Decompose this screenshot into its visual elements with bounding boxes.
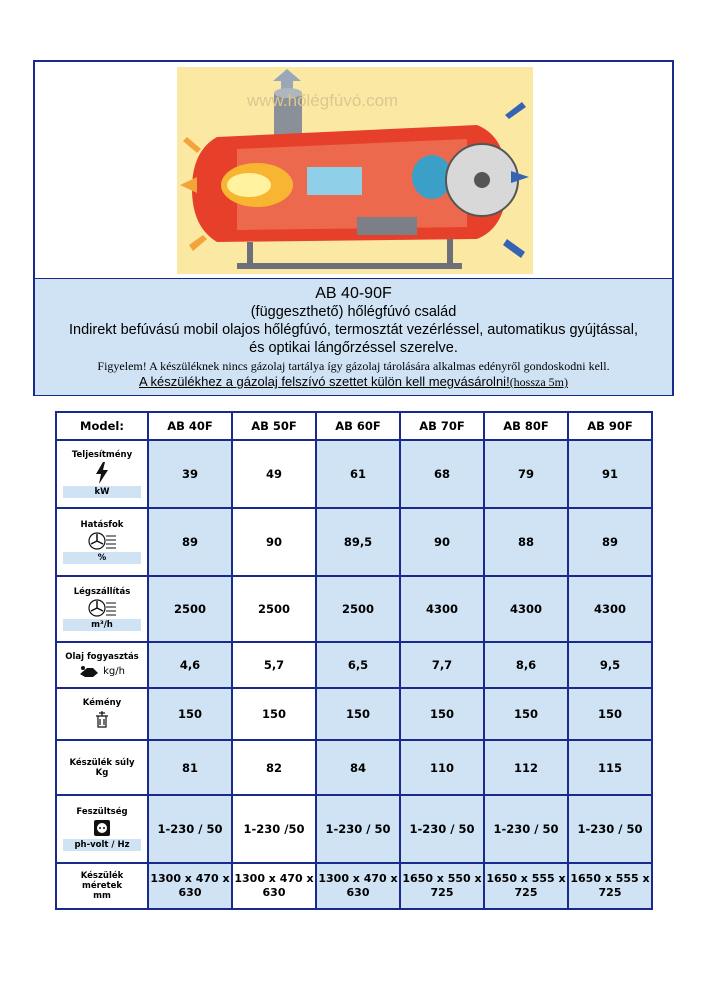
- accessory-note-text: A készülékhez a gázolaj felszívó szettet külön kell megvásárolni!: [138, 374, 510, 389]
- model-header: Model:: [56, 412, 148, 440]
- table-cell: 90: [400, 508, 484, 576]
- table-cell: 4300: [400, 576, 484, 642]
- row-unit: kW: [63, 486, 141, 498]
- table-cell: 110: [400, 740, 484, 795]
- row-unit: mm: [93, 891, 111, 901]
- product-title: AB 40-90F: [315, 285, 392, 302]
- accessory-length: (hossza 5m): [509, 375, 569, 389]
- table-cell: 90: [232, 508, 316, 576]
- table-cell: 150: [568, 688, 652, 740]
- table-cell: 1300 x 470 x 630: [232, 863, 316, 909]
- row-label-efficiency: [56, 508, 148, 576]
- table-cell: 88: [484, 508, 568, 576]
- table-cell: 1-230 / 50: [484, 795, 568, 863]
- table-cell: 8,6: [484, 642, 568, 688]
- spec-row-efficiency: [56, 508, 652, 576]
- row-label-text: Olaj fogyasztás: [65, 652, 139, 662]
- spec-header-row: [56, 412, 652, 440]
- row-unit: ph-volt / Hz: [63, 839, 141, 851]
- row-label-chimney: [56, 688, 148, 740]
- table-cell: 2500: [316, 576, 400, 642]
- spec-row-voltage: [56, 795, 652, 863]
- warning-note: Figyelem! A készüléknek nincs gázolaj tartálya így gázolaj tárolására alkalmas edényről gondoskodni kell.: [97, 359, 610, 373]
- watermark-text: www.hőlégfúvó.com: [247, 91, 399, 110]
- table-cell: 79: [484, 440, 568, 508]
- table-cell: 68: [400, 440, 484, 508]
- fuel-icon: [79, 664, 99, 678]
- table-cell: 61: [316, 440, 400, 508]
- row-label-text: Készülék méretek: [80, 871, 124, 891]
- model-col-5: AB 80F: [484, 412, 568, 440]
- product-image-wrap: [35, 62, 672, 278]
- spec-row-chimney: [56, 688, 652, 740]
- table-cell: 49: [232, 440, 316, 508]
- table-cell: 1300 x 470 x 630: [316, 863, 400, 909]
- table-cell: 4,6: [148, 642, 232, 688]
- row-label-dimensions: [56, 863, 148, 909]
- table-cell: 1-230 / 50: [148, 795, 232, 863]
- model-col-4: AB 70F: [400, 412, 484, 440]
- row-unit: Kg: [95, 767, 109, 778]
- spec-row-oil-consumption: [56, 642, 652, 688]
- table-cell: 150: [232, 688, 316, 740]
- spec-row-power: [56, 440, 652, 508]
- spec-row-weight: [56, 740, 652, 795]
- caption-box: [35, 278, 672, 395]
- model-col-3: AB 60F: [316, 412, 400, 440]
- row-label-power: [56, 440, 148, 508]
- table-cell: 89,5: [316, 508, 400, 576]
- plug-icon: [93, 819, 111, 837]
- row-unit: m³/h: [63, 619, 141, 631]
- table-cell: 1-230 / 50: [316, 795, 400, 863]
- lightning-icon: [95, 462, 109, 484]
- row-unit: %: [63, 552, 141, 564]
- fan-icon: [87, 599, 117, 617]
- row-label-voltage: [56, 795, 148, 863]
- product-description-1: Indirekt befúvású mobil olajos hőlégfúvó, termosztát vezérléssel, automatikus gyújtással,: [68, 322, 638, 338]
- product-header-box: [33, 60, 674, 396]
- table-cell: 89: [148, 508, 232, 576]
- chimney-icon: [95, 710, 109, 728]
- spec-row-airflow: [56, 576, 652, 642]
- row-label-weight: [56, 740, 148, 795]
- row-label-airflow: [56, 576, 148, 642]
- model-col-6: AB 90F: [568, 412, 652, 440]
- table-cell: 89: [568, 508, 652, 576]
- table-cell: 150: [316, 688, 400, 740]
- product-description-2: és optikai lángőrzéssel szerelve.: [249, 340, 458, 356]
- table-cell: 39: [148, 440, 232, 508]
- product-subtitle: (függeszthető) hőlégfúvó család: [250, 304, 457, 320]
- table-cell: 2500: [232, 576, 316, 642]
- table-cell: 81: [148, 740, 232, 795]
- table-cell: 150: [400, 688, 484, 740]
- table-cell: 2500: [148, 576, 232, 642]
- table-cell: 82: [232, 740, 316, 795]
- table-cell: 9,5: [568, 642, 652, 688]
- table-cell: 1-230 / 50: [568, 795, 652, 863]
- table-cell: 112: [484, 740, 568, 795]
- fan-icon: [87, 532, 117, 550]
- table-cell: 1650 x 550 x 725: [400, 863, 484, 909]
- row-label-oil: [56, 642, 148, 688]
- table-cell: 1650 x 555 x 725: [568, 863, 652, 909]
- table-cell: 4300: [484, 576, 568, 642]
- table-cell: 91: [568, 440, 652, 508]
- table-cell: 5,7: [232, 642, 316, 688]
- row-label-text: Teljesítmény: [71, 450, 133, 460]
- table-cell: 4300: [568, 576, 652, 642]
- model-col-2: AB 50F: [232, 412, 316, 440]
- row-label-text: Feszültség: [76, 807, 128, 817]
- table-cell: 1-230 / 50: [400, 795, 484, 863]
- row-label-text: Hatásfok: [80, 520, 124, 530]
- table-cell: 150: [148, 688, 232, 740]
- table-cell: 7,7: [400, 642, 484, 688]
- spec-row-dimensions: [56, 863, 652, 909]
- table-cell: 150: [484, 688, 568, 740]
- oil-icon-row: [57, 664, 147, 678]
- heater-illustration: [177, 67, 533, 274]
- accessory-note: [35, 374, 672, 390]
- row-label-text: Kémény: [82, 698, 122, 708]
- table-cell: 1300 x 470 x 630: [148, 863, 232, 909]
- table-cell: 115: [568, 740, 652, 795]
- table-cell: 6,5: [316, 642, 400, 688]
- table-cell: 1650 x 555 x 725: [484, 863, 568, 909]
- table-cell: 1-230 /50: [232, 795, 316, 863]
- model-col-1: AB 40F: [148, 412, 232, 440]
- row-label-text: Légszállítás: [73, 587, 131, 597]
- row-unit: kg/h: [103, 665, 125, 677]
- spec-table: [55, 411, 653, 910]
- row-label-text: Készülék súly: [69, 757, 135, 768]
- table-cell: 84: [316, 740, 400, 795]
